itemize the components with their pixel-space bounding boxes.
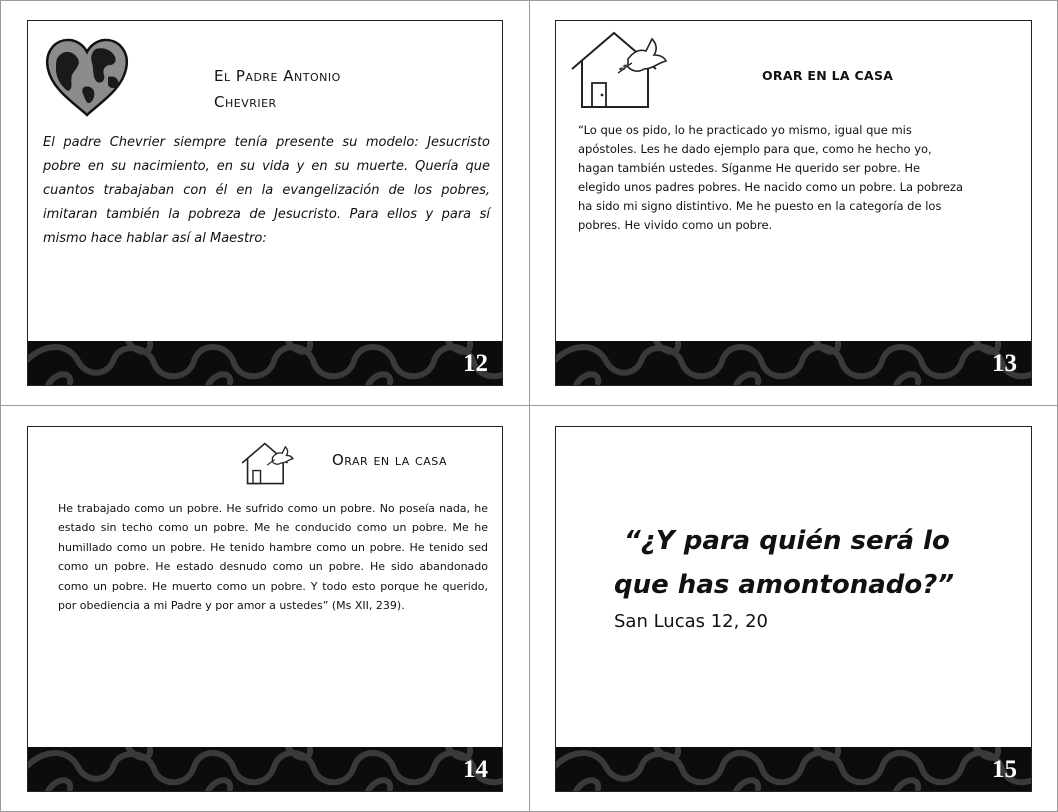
house-dove-icon [568, 29, 668, 109]
page-number: 13 [992, 350, 1017, 377]
card-title-line2: Chevrier [214, 93, 277, 111]
card-body-text: He trabajado como un pobre. He sufrido como un pobre. No poseía nada, he estado sin techo como un pobre. Me he conducido como un pobre. Me he humillado como un pobre. He tenido hambre como un pobre. He tenido sed como un pobre. He estado desnudo como un pobre. He sido abandonado como un pobre. He muerto como un pobre. Y todo esto porque he querido, por obediencia a mi Padre y por amor a ustedes” (Ms XII, 239). [58, 502, 488, 613]
ornament-band [28, 747, 502, 791]
card-body-text: El padre Chevrier siempre tenía presente su modelo: Jesucristo pobre en su nacimiento, en su vida y en su muerte. Quería que cuantos trabajaban con él en la evangelización de los pobres, imitaran también la pobreza de Jesucristo. Para ellos y para sí mismo hace hablar así al Maestro: [43, 135, 490, 246]
card-title-line1: El Padre Antonio [214, 67, 341, 85]
card-body-text: “Lo que os pido, lo he practicado yo mismo, igual que mis apóstoles. Les he dado ejemplo para que, como he hecho yo, hagan también ustedes. Síganme He querido ser pobre. He elegido unos padres pobres. He nacido como un pobre. La pobreza ha sido mi signo distintivo. Me he puesto en la categoría de los pobres. He vivido como un pobre. [578, 123, 964, 232]
card-13 [555, 20, 1032, 386]
globe-heart-icon [44, 35, 130, 117]
ornament-band [556, 341, 1031, 385]
page-number: 14 [463, 756, 488, 783]
card-heading: ORAR EN LA CASA [762, 68, 894, 83]
card-15 [555, 426, 1032, 792]
house-dove-icon [240, 441, 294, 485]
quote-line-2: que has amontonado?” [614, 570, 955, 600]
card-12 [27, 20, 503, 386]
ornament-band [28, 341, 502, 385]
page-number: 12 [463, 350, 488, 377]
card-14 [27, 426, 503, 792]
page-number: 15 [992, 756, 1017, 783]
ornament-band [556, 747, 1031, 791]
quote-reference: San Lucas 12, 20 [614, 611, 768, 632]
card-heading: Orar en la casa [332, 451, 447, 469]
quote-line-1: “¿Y para quién será lo [624, 526, 950, 556]
